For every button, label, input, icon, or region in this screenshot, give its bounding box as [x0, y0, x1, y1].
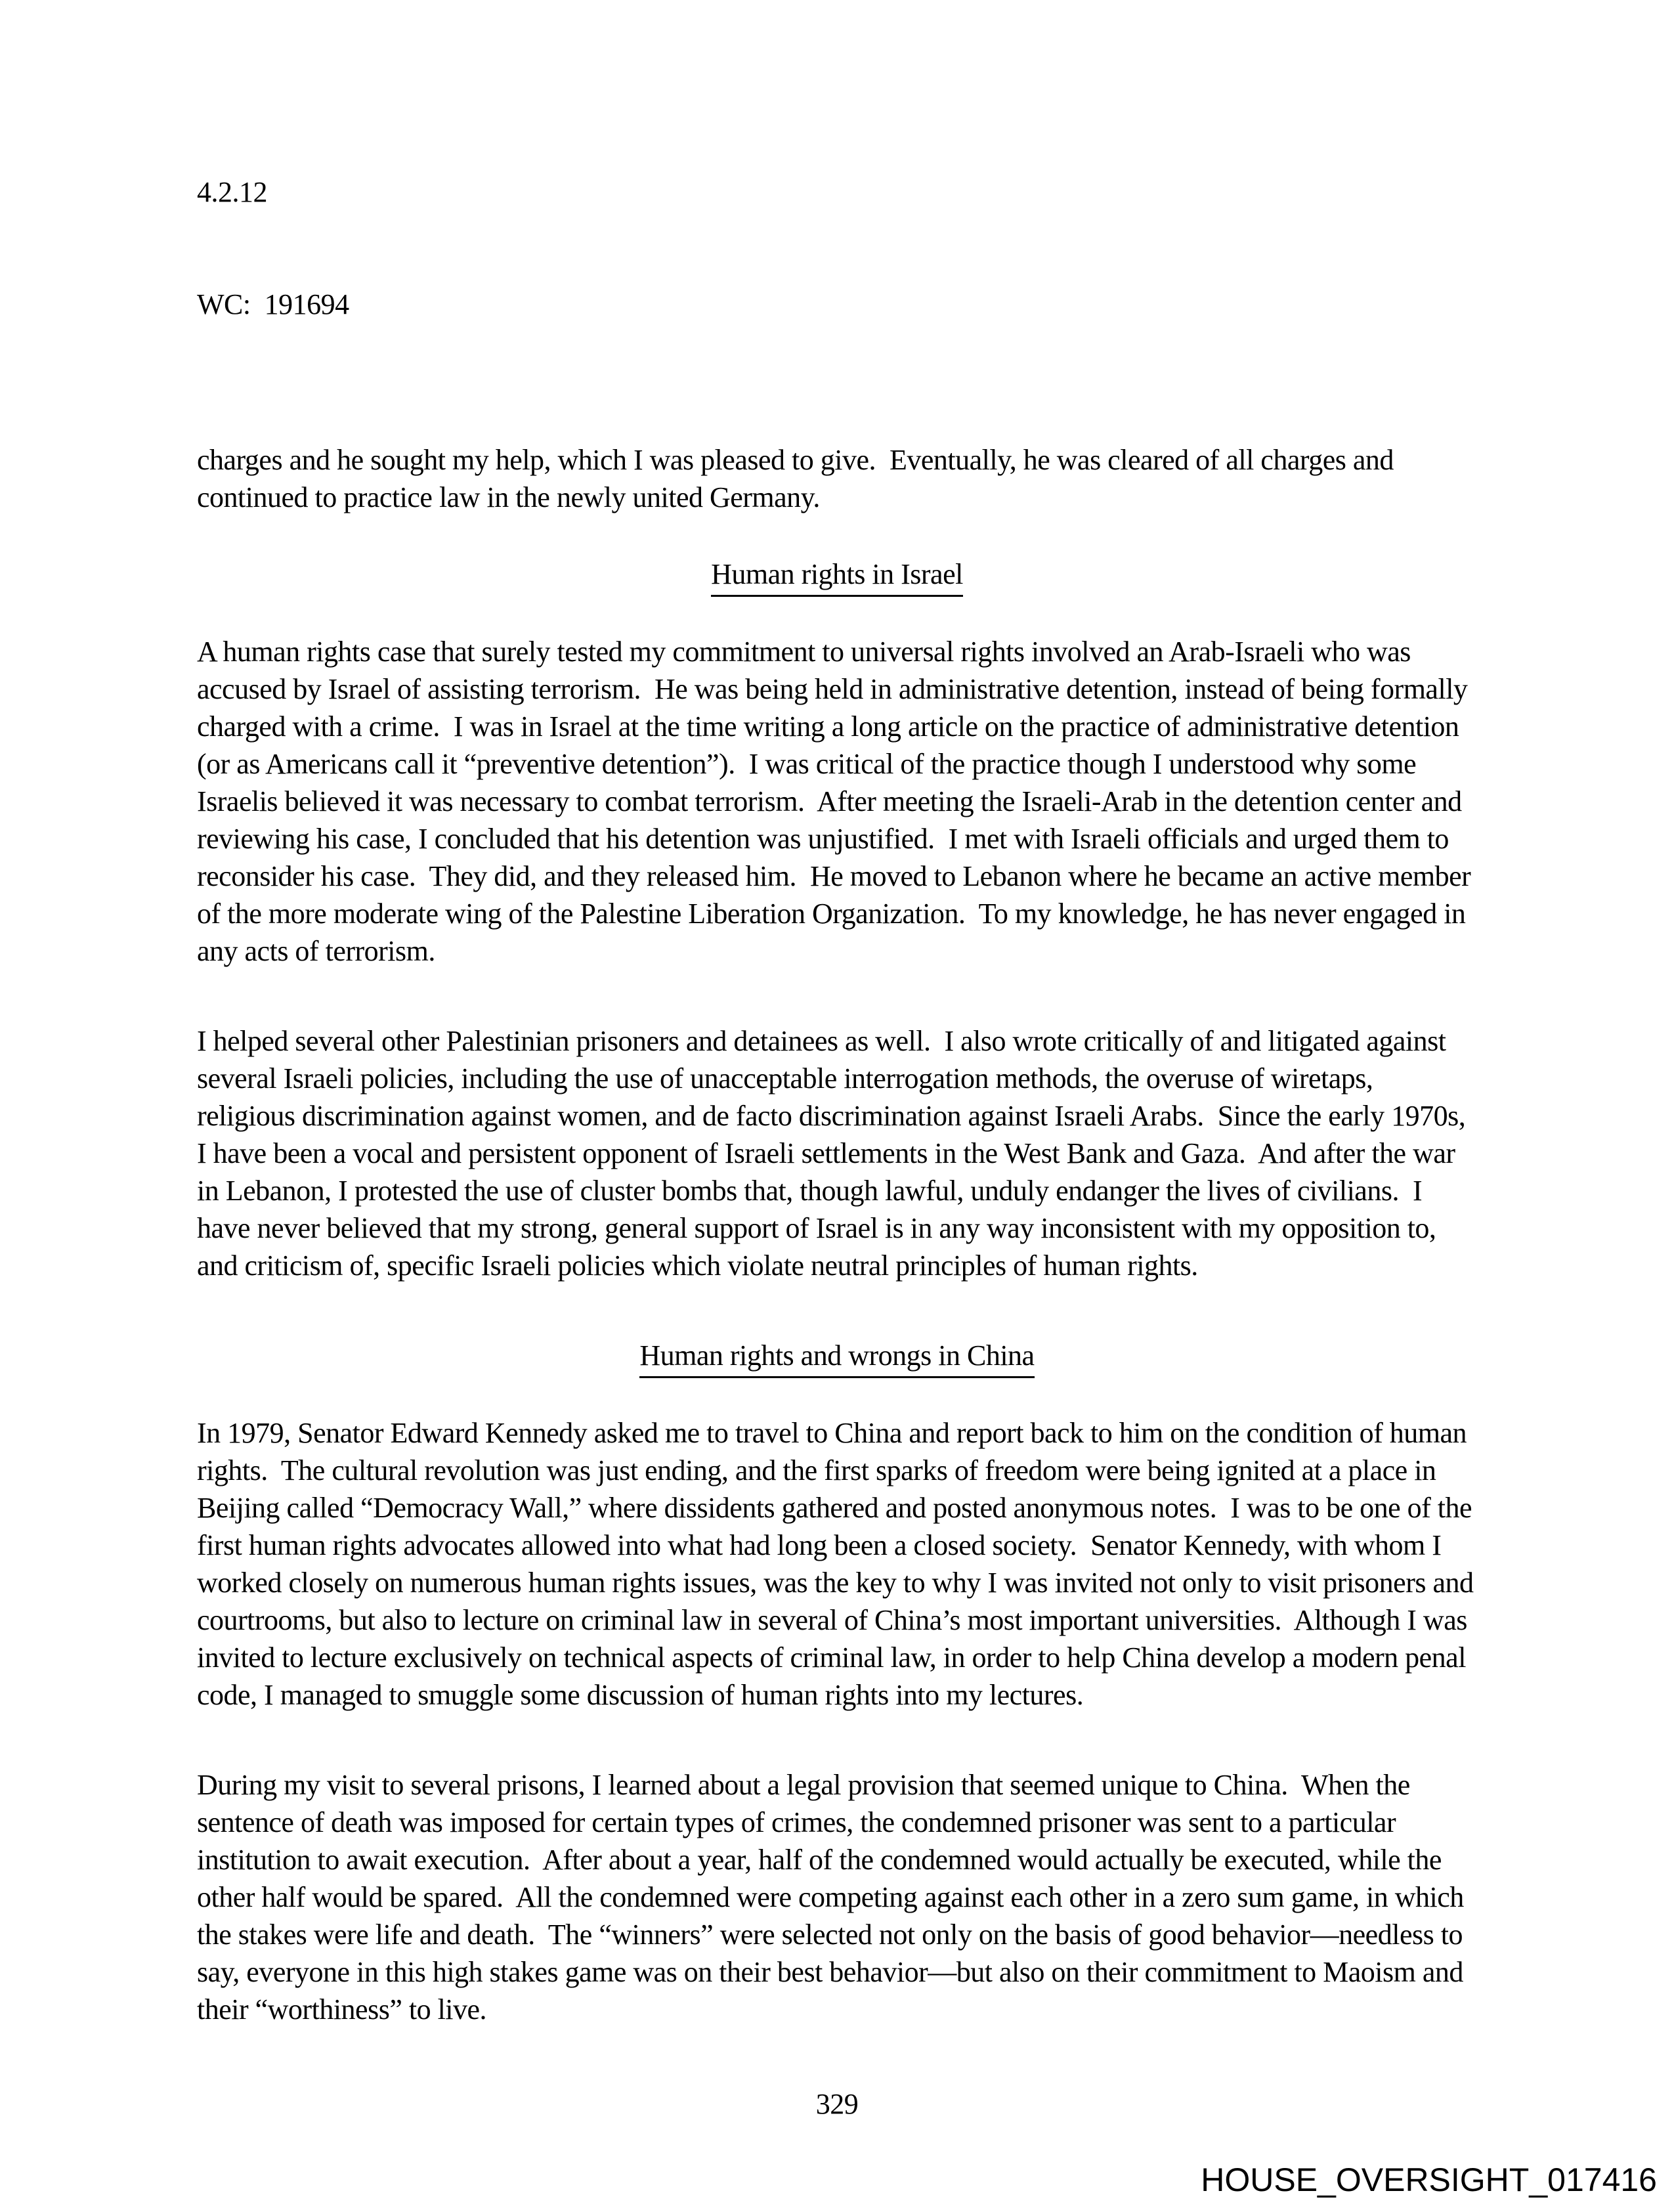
paragraph-israel-2: I helped several other Palestinian prisoners and detainees as well. I also wrote critically of and litigated against several Israeli policies, including the use of unacceptable interrogation methods, the overuse of wiretaps, religious discrimination against women, and de facto discrimination against Israeli Arabs. Since the early 1970s, I have been a vocal and persistent opponent of Israeli settlements in the West Bank and Gaza. And after the war in Lebanon, I protested the use of cluster bombs that, though lawful, unduly endanger the lives of civilians. I have never believed that my strong, general support of Israel is in any way inconsistent with my opposition to, and criticism of, specific Israeli policies which violate neutral principles of human rights.	[197, 1025, 1472, 1282]
paragraph-intro: charges and he sought my help, which I was pleased to give. Eventually, he was cleared of all charges and continued to practice law in the newly united Germany.	[197, 444, 1401, 513]
section-heading-china	[197, 1337, 1477, 1378]
paragraph-china-1: In 1979, Senator Edward Kennedy asked me to travel to China and report back to him on the condition of human rights. The cultural revolution was just ending, and the first sparks of freedom were being ignited at a place in Beijing called “Democracy Wall,” where dissidents gathered and posted anonymous notes. I was to be one of the first human rights advocates allowed into what had long been a closed society. Senator Kennedy, with whom I worked closely on numerous human rights issues, was the key to why I was invited not only to visit prisoners and courtrooms, but also to lecture on criminal law in several of China’s most important universities. Although I was invited to lecture exclusively on technical aspects of criminal law, in order to help China develop a modern penal code, I managed to smuggle some discussion of human rights into my lectures.	[197, 1417, 1481, 1711]
header-word-count: WC: 191694	[197, 288, 349, 320]
section-heading-israel-text: Human rights in Israel	[711, 555, 963, 597]
paragraph-israel-1: A human rights case that surely tested my commitment to universal rights involved an Arab-Israeli who was accused by Israel of assisting terrorism. He was being held in administrative detention, instead of being formally charged with a crime. I was in Israel at the time writing a long article on the practice of administrative detention (or as Americans call it “preventive detention”). I was critical of the practice though I understood why some Israelis believed it was necessary to combat terrorism. After meeting the Israeli-Arab in the detention center and reviewing his case, I concluded that his detention was unjustified. I met with Israeli officials and urged them to reconsider his case. They did, and they released him. He moved to Lebanon where he became an active member of the more moderate wing of the Palestine Liberation Organization. To my knowledge, he has never engaged in any acts of terrorism.	[197, 636, 1478, 967]
page-number: 329	[815, 2088, 859, 2120]
bates-number: HOUSE_OVERSIGHT_017416	[1201, 2161, 1657, 2198]
paragraph-china-2: During my visit to several prisons, I learned about a legal provision that seemed unique to China. When the sentence of death was imposed for certain types of crimes, the condemned prisoner was sent to a particular institution to await execution. After about a year, half of the condemned would actually be executed, while the other half would be spared. All the condemned were competing against each other in a zero sum game, in which the stakes were life and death. The “winners” were selected not only on the basis of good behavior—needless to say, everyone in this high stakes game was on their best behavior—but also on their commitment to Maoism and their “worthiness” to live.	[197, 1769, 1471, 2026]
section-heading-china-text: Human rights and wrongs in China	[639, 1337, 1034, 1378]
header-date: 4.2.12	[197, 176, 267, 208]
document-header	[197, 98, 1477, 398]
section-heading-israel	[197, 555, 1477, 597]
